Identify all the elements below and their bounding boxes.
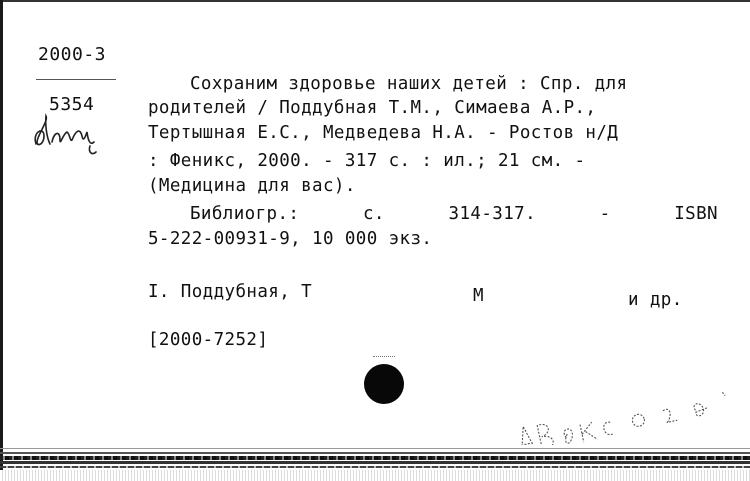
call-number-rule: [36, 79, 116, 80]
scan-line: [0, 470, 750, 481]
tracing-initial: М: [473, 286, 484, 306]
entry-line-3: Тертышная Е.С., Медведева Н.А. - Ростов н/Д: [148, 123, 619, 143]
handwritten-stamp: [505, 385, 745, 445]
card-top-edge: [0, 0, 750, 2]
tracing-others: и др.: [628, 290, 683, 310]
punch-hole: [364, 364, 404, 404]
inventory-number: 5354: [49, 94, 95, 115]
biblio-dash: -: [599, 204, 611, 224]
entry-line-5: (Медицина для вас).: [148, 176, 356, 196]
biblio-pages: 314-317.: [448, 204, 537, 224]
biblio-label: Библиогр.:: [190, 204, 300, 224]
scan-line: [0, 452, 750, 454]
scan-line: [0, 461, 750, 464]
isbn-label: ISBN: [674, 204, 718, 224]
entry-line-4: : Феникс, 2000. - 317 с. : ил.; 21 см. -: [148, 151, 586, 171]
tracing-author: I. Поддубная, Т: [148, 282, 313, 302]
isbn-line: 5-222-00931-9, 10 000 экз.: [148, 229, 433, 249]
record-id: [2000-7252]: [148, 330, 269, 350]
biblio-pages-abbr: с.: [363, 204, 385, 224]
scan-line: [0, 466, 750, 468]
scan-line: [0, 448, 750, 449]
entry-line-2: родителей / Поддубная Т.М., Симаева А.Р.,: [148, 98, 597, 118]
scan-line: [0, 456, 750, 460]
punch-hole-guide: [373, 356, 395, 361]
call-number: 2000-3: [38, 44, 107, 65]
entry-title-line: Сохраним здоровье наших детей : Спр. для: [190, 74, 628, 94]
bibliography-line: [190, 204, 718, 224]
